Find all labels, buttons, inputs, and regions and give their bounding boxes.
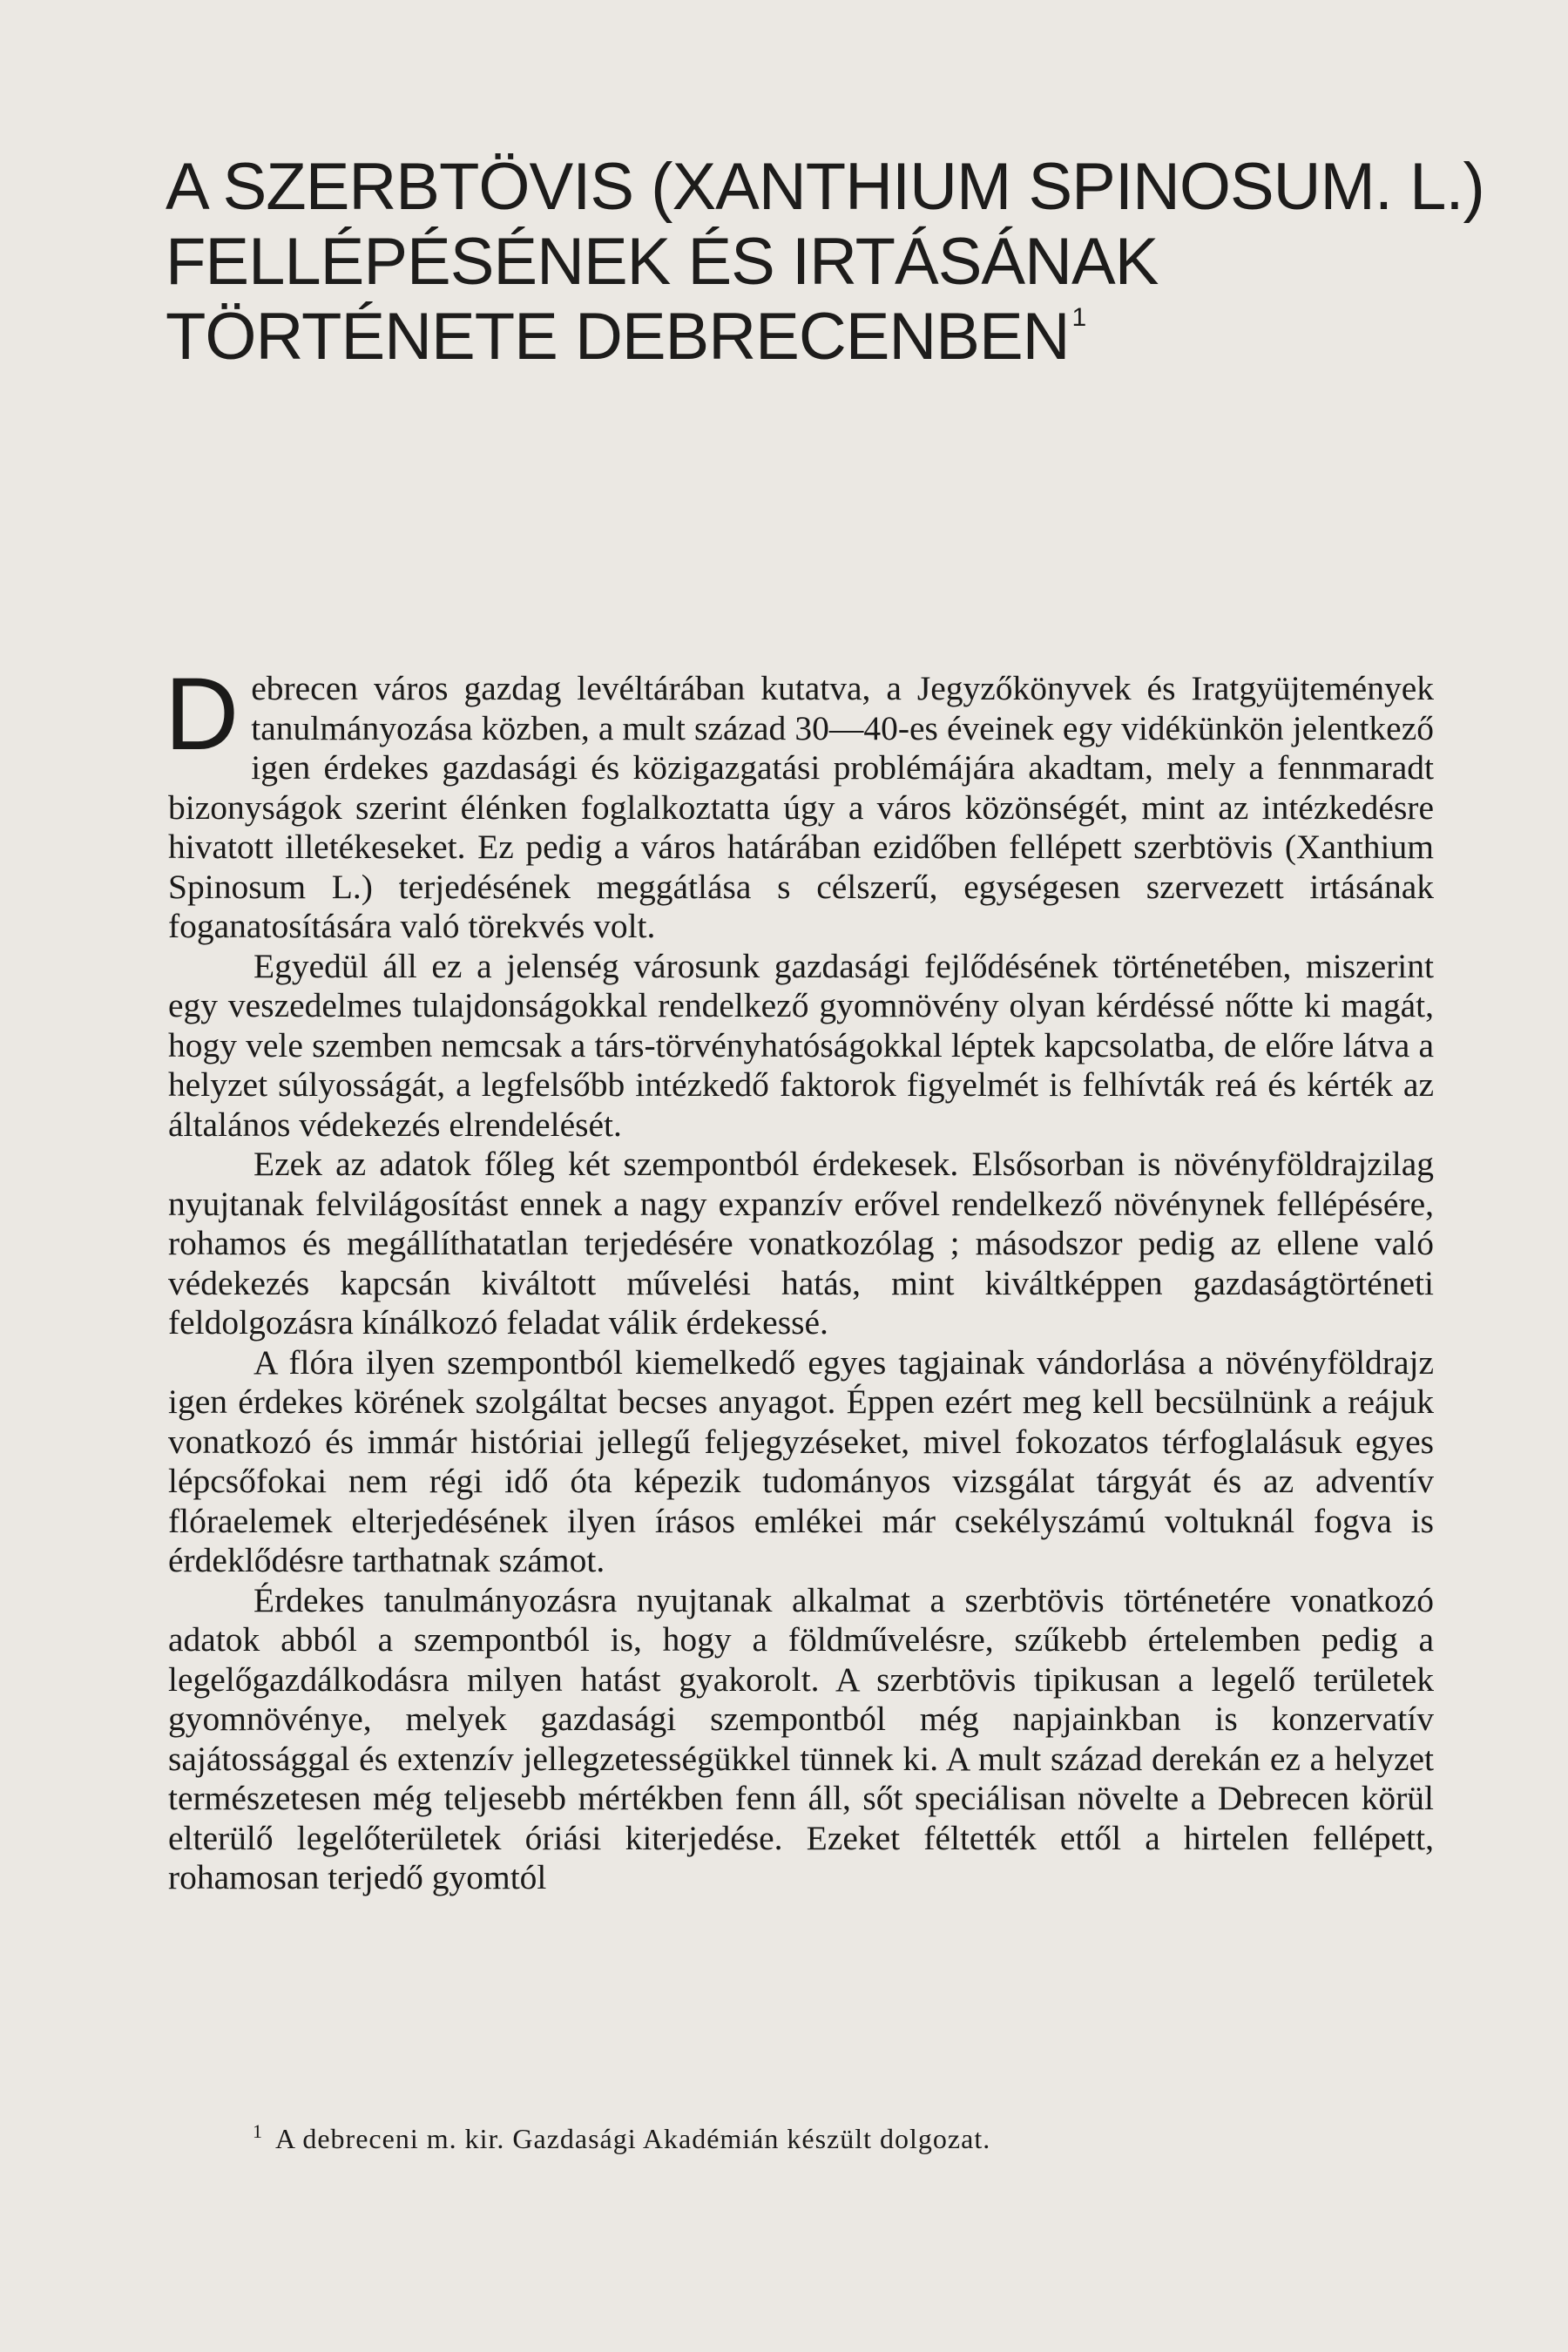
article-title: [166, 150, 1484, 389]
footnote: [253, 2121, 1385, 2159]
title-line-1: A SZERBTÖVIS (XANTHIUM SPINOSUM. L.): [166, 150, 1484, 224]
paragraph-2: Egyedül áll ez a jelenség városunk gazdasági fejlődésének történetében, miszerint egy veszedelmes tulajdonságokkal rendelkező gyomnövény olyan kérdéssé nőtte ki magát, hogy vele szemben nemcsak a társ-törvényhatóságokkal léptek kapcsolatba, de előre látva a helyzet súlyosságát, a legfelsőbb intézkedő faktorok figyelmét is felhívták reá és kérték az általános védekezés elrendelését.: [168, 946, 1434, 1144]
paragraph-4: A flóra ilyen szempontból kiemelkedő egyes tagjainak vándorlása a növényföldrajz igen érdekes körének szolgáltat becses anyagot. Éppen ezért meg kell becsülnünk a reájuk vonatkozó és immár históriai jellegű feljegyzéseket, mivel fokozatos térfoglalásuk egyes lépcsőfokai nem régi idő óta képezik tudományos vizsgálat tárgyát és az adventív flóraelemek elterjedésének ilyen írásos emlékei már csekélyszámú voltuknál fogva is érdeklődésre tarthatnak számot.: [168, 1342, 1434, 1579]
footnote-text: A debreceni m. kir. Gazdasági Akadémián készült dolgozat.: [275, 2123, 991, 2154]
footnote-mark: 1: [253, 2120, 263, 2142]
paragraph-1-text: ebrecen város gazdag levéltárában kutatva, a Jegyzőkönyvek és Iratgyüjtemények tanulmányozása közben, a mult század 30—40-es éveinek egy vidékünkön jelentkező igen érdekes gazdasági és közigazgatási problémájára akadtam, mely a fennmaradt bizonyságok szerint élénken foglalkoztatta úgy a város közönségét, mint az intézkedésre hivatott illetékeseket. Ez pedig a város határában ezidőben fellépett szerbtövis (Xanthium Spinosum L.) terjedésének meggátlása s célszerű, egységesen szervezett irtásának foganatosítására való törekvés volt.: [168, 669, 1434, 945]
paragraph-5: Érdekes tanulmányozásra nyujtanak alkalmat a szerbtövis történetére vonatkozó adatok abból a szempontból is, hogy a földművelésre, szűkebb értelemben pedig a legelőgazdálkodásra milyen hatást gyakorolt. A szerbtövis tipikusan a legelő területek gyomnövénye, melyek gazdasági szempontból még napjainkban is konzervatív sajátossággal és extenzív jellegzetességükkel tünnek ki. A mult század derekán ez a helyzet természetesen még teljesebb mértékben fenn áll, sőt speciálisan növelte a Debrecen körül elterülő legelőterületek óriási kiterjedése. Ezeket féltették ettől a hirtelen fellépett, rohamosan terjedő gyomtól: [168, 1580, 1434, 1896]
title-line-3-text: TÖRTÉNETE DEBRECENBEN: [166, 300, 1070, 374]
paragraph-3: Ezek az adatok főleg két szempontból érdekesek. Elsősorban is növényföldrajzilag nyujtanak felvilágosítást ennek a nagy expanzív erővel rendelkező növénynek fellépésére, rohamos és megállíthatatlan terjedésére vonatkozólag ; másodszor pedig az ellene való védekezés kapcsán kiváltott művelési hatás, mint kiváltképpen gazdaságtörténeti feldolgozásra kínálkozó feladat válik érdekessé.: [168, 1145, 1434, 1342]
title-footnote-mark: 1: [1071, 303, 1086, 332]
article-body: [165, 657, 1434, 1898]
paragraph-1: [165, 657, 1434, 947]
title-line-2: FELLÉPÉSÉNEK ÉS IRTÁSÁNAK: [166, 225, 1159, 299]
title-line-3: [166, 300, 1472, 389]
drop-cap: D: [165, 657, 240, 772]
